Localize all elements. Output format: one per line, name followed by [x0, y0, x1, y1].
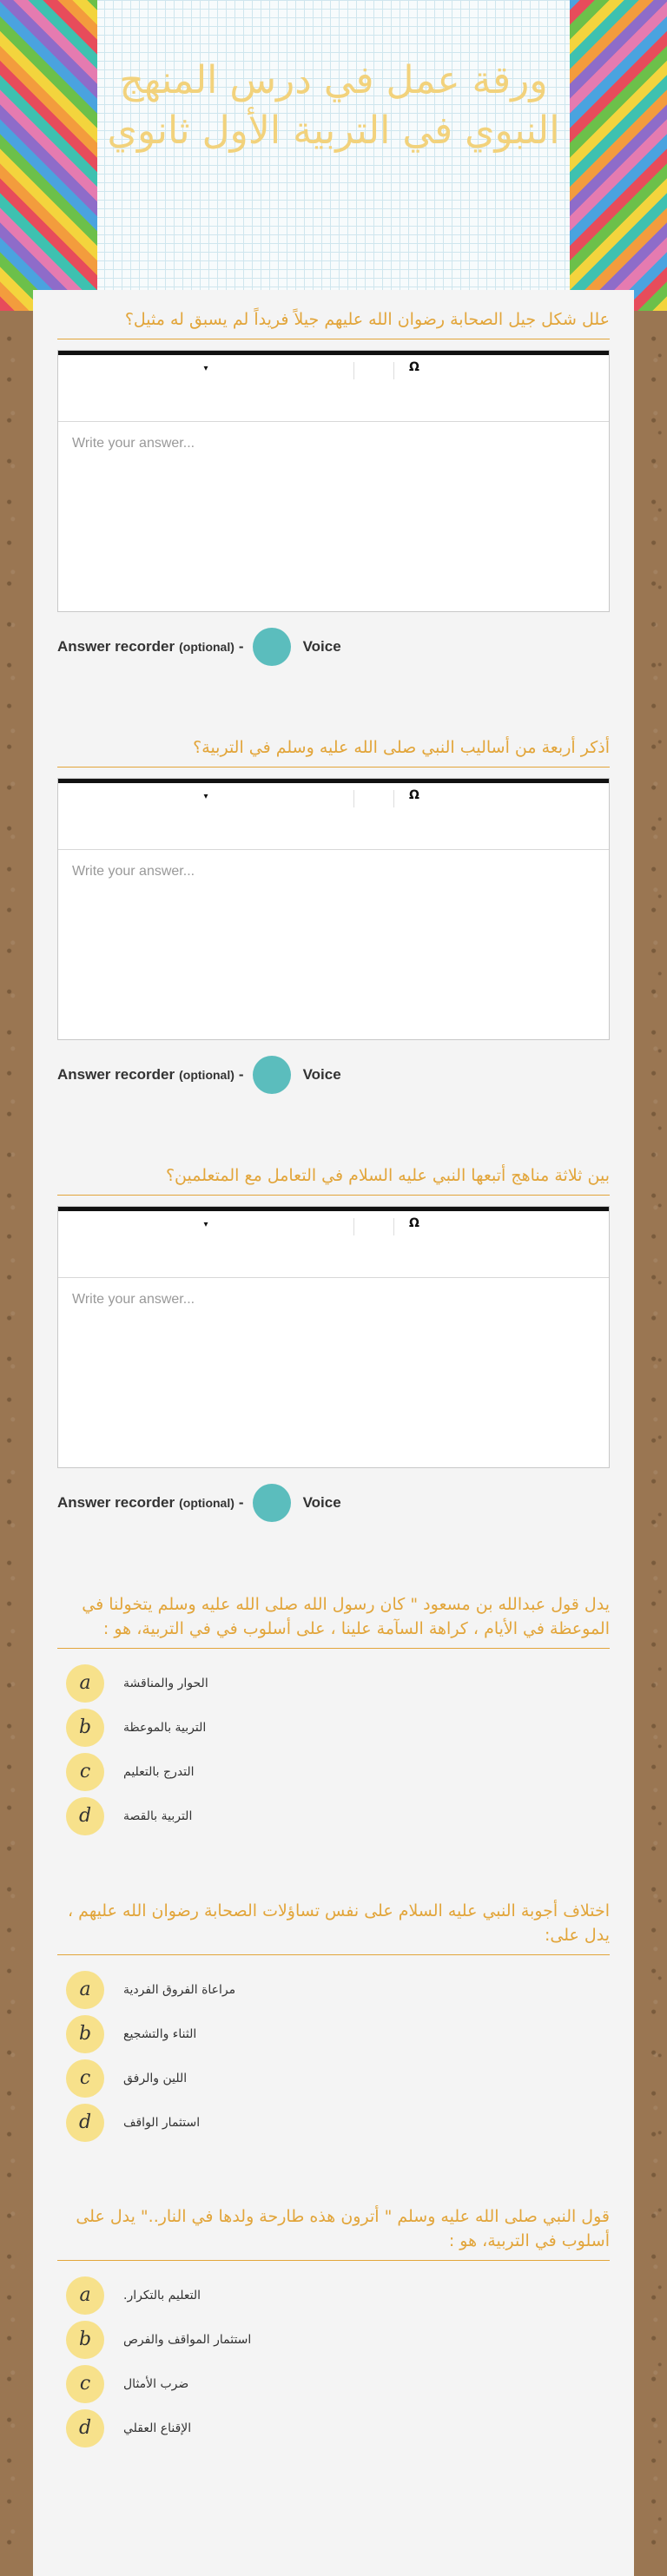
answer-textarea[interactable]: Write your answer... [72, 864, 195, 879]
option-text: مراعاة الفروق الفردية [123, 1982, 236, 1997]
mc-question-2 [57, 1899, 610, 2144]
option-letter: d [66, 2104, 104, 2142]
toolbar-divider [393, 790, 394, 807]
option-letter: a [66, 1664, 104, 1703]
option-letter: c [66, 2365, 104, 2403]
option-text: استثمار المواقف والفرص [123, 2332, 252, 2347]
page-title: ورقة عمل في درس المنهج النبوي في التربية الأول ثانوي [107, 58, 560, 153]
option-letter: d [66, 2409, 104, 2448]
question-text: أذكر أربعة من أساليب النبي صلى الله عليه وسلم في التربية؟ [57, 735, 610, 768]
question-text: علل شكل جيل الصحابة رضوان الله عليهم جيلاً فريداً لم يسبق له مثيل؟ [57, 307, 610, 339]
option-text: التعليم بالتكرار. [123, 2288, 201, 2303]
answer-textarea[interactable]: Write your answer... [72, 1292, 195, 1307]
option-text: استثمار الواقف [123, 2115, 201, 2130]
option-text: التربية بالقصة [123, 1808, 193, 1823]
option-a[interactable] [57, 2273, 610, 2317]
recorder-label: Answer recorder [57, 638, 175, 655]
option-d[interactable] [57, 2406, 610, 2450]
option-letter: a [66, 2276, 104, 2315]
option-text: اللين والرفق [123, 2071, 188, 2085]
option-letter: b [66, 2015, 104, 2053]
option-a[interactable] [57, 1661, 610, 1705]
special-characters-button[interactable]: Ω [409, 360, 419, 374]
option-c[interactable] [57, 2056, 610, 2100]
open-question-3 [57, 1163, 610, 1522]
voice-label: Voice [302, 1066, 341, 1083]
option-a[interactable] [57, 1967, 610, 2012]
recorder-optional-label: (optional) [179, 640, 234, 654]
option-letter: c [66, 2059, 104, 2098]
recorder-dash: - [238, 1066, 244, 1083]
answer-editor [57, 350, 610, 612]
open-question-2 [57, 735, 610, 1094]
record-button[interactable] [253, 628, 291, 666]
toolbar-divider [353, 1218, 354, 1235]
option-text: الإقناع العقلي [123, 2421, 192, 2435]
answer-editor [57, 1206, 610, 1468]
editor-toolbar [58, 1207, 609, 1278]
recorder-optional-label: (optional) [179, 1496, 234, 1510]
option-letter: c [66, 1753, 104, 1791]
worksheet-card [33, 290, 634, 2576]
option-d[interactable] [57, 1794, 610, 1838]
option-c[interactable] [57, 1749, 610, 1794]
option-letter: a [66, 1971, 104, 2009]
option-text: الثناء والتشجيع [123, 2026, 197, 2041]
voice-label: Voice [302, 638, 341, 655]
option-b[interactable] [57, 1705, 610, 1749]
record-button[interactable] [253, 1056, 291, 1094]
answer-editor [57, 778, 610, 1040]
option-letter: d [66, 1797, 104, 1835]
answer-textarea[interactable]: Write your answer... [72, 436, 195, 451]
option-text: ضرب الأمثال [123, 2376, 189, 2391]
answer-recorder [57, 1056, 610, 1094]
chevron-down-icon: ▾ [203, 791, 208, 801]
question-text: قول النبي صلى الله عليه وسلم " أترون هذه طارحة ولدها في النار.." يدل على أسلوب في التربية، هو : [57, 2204, 610, 2261]
option-d[interactable] [57, 2100, 610, 2144]
recorder-optional-label: (optional) [179, 1068, 234, 1082]
voice-label: Voice [302, 1494, 341, 1511]
format-dropdown[interactable] [58, 783, 353, 809]
answer-recorder [57, 628, 610, 666]
recorder-label: Answer recorder [57, 1494, 175, 1511]
toolbar-divider [393, 362, 394, 379]
option-text: الحوار والمناقشة [123, 1676, 208, 1690]
open-question-1 [57, 307, 610, 666]
question-text: بين ثلاثة مناهج أتبعها النبي عليه السلام في التعامل مع المتعلمين؟ [57, 1163, 610, 1196]
options-list [57, 1661, 610, 1838]
chevron-down-icon: ▾ [203, 363, 208, 373]
option-c[interactable] [57, 2362, 610, 2406]
question-text: يدل قول عبدالله بن مسعود " كان رسول الله صلى الله عليه وسلم يتخولنا في الموعظة في الأيام ، كراهة السآمة علينا ، على أسلوب في في التربية، هو : [57, 1592, 610, 1649]
toolbar-divider [353, 790, 354, 807]
option-letter: b [66, 1709, 104, 1747]
editor-toolbar [58, 779, 609, 850]
special-characters-button[interactable]: Ω [409, 788, 419, 802]
recorder-dash: - [238, 638, 244, 655]
chevron-down-icon: ▾ [203, 1219, 208, 1229]
recorder-label: Answer recorder [57, 1066, 175, 1083]
options-list [57, 2273, 610, 2450]
option-b[interactable] [57, 2317, 610, 2362]
option-b[interactable] [57, 2012, 610, 2056]
format-dropdown[interactable] [58, 355, 353, 381]
toolbar-divider [393, 1218, 394, 1235]
header-banner [0, 0, 667, 311]
toolbar-divider [353, 362, 354, 379]
editor-toolbar [58, 351, 609, 422]
mc-question-1 [57, 1592, 610, 1838]
question-text: اختلاف أجوبة النبي عليه السلام على نفس تساؤلات الصحابة رضوان الله عليهم ، يدل على: [57, 1899, 610, 1955]
answer-recorder [57, 1484, 610, 1522]
recorder-dash: - [238, 1494, 244, 1511]
record-button[interactable] [253, 1484, 291, 1522]
option-letter: b [66, 2321, 104, 2359]
options-list [57, 1967, 610, 2144]
special-characters-button[interactable]: Ω [409, 1216, 419, 1230]
mc-question-3 [57, 2204, 610, 2450]
option-text: التربية بالموعظة [123, 1720, 207, 1735]
format-dropdown[interactable] [58, 1211, 353, 1237]
option-text: التدرج بالتعليم [123, 1764, 195, 1779]
